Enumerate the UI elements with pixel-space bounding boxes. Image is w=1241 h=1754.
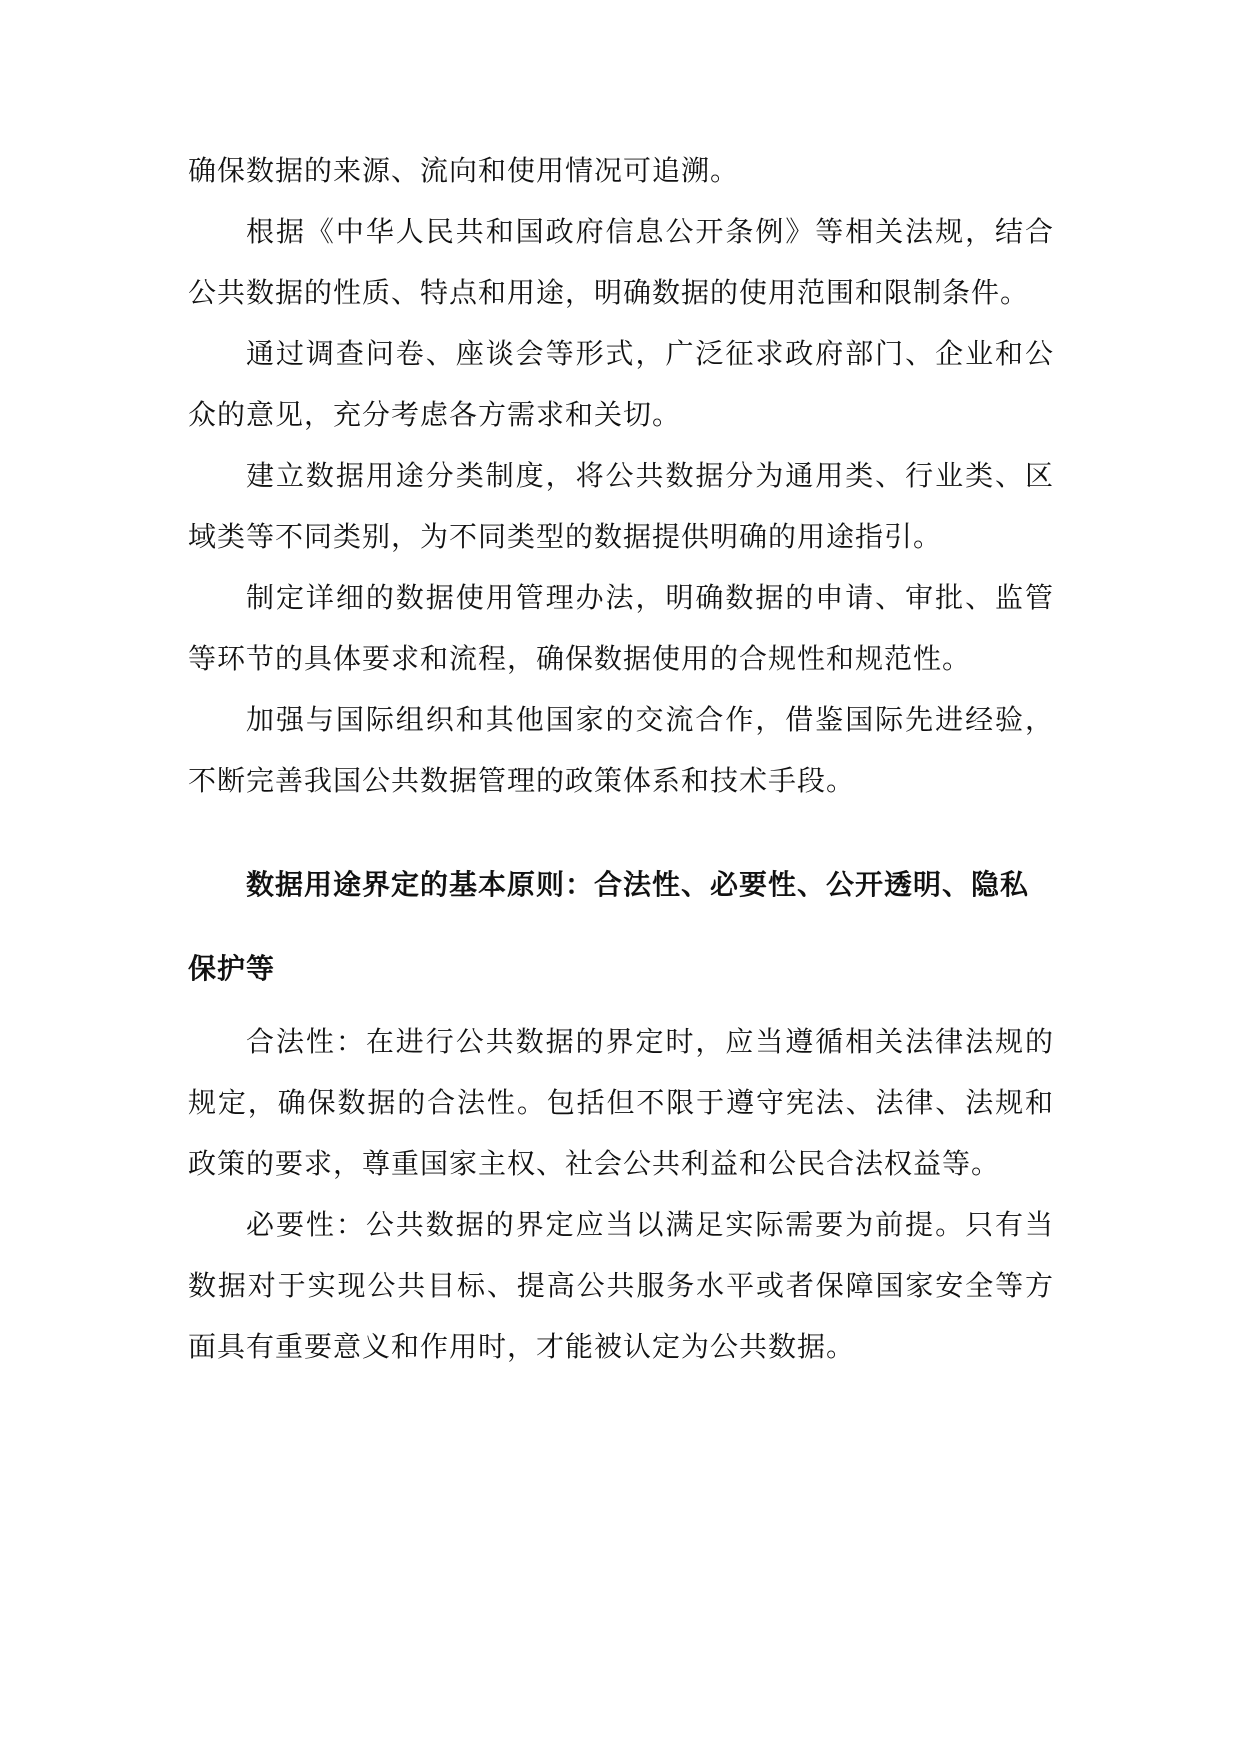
paragraph-management-measures: 制定详细的数据使用管理办法，明确数据的申请、审批、监管等环节的具体要求和流程，确保数据使用的合规性和规范性。 — [188, 581, 1054, 675]
paragraph-necessity: 必要性：公共数据的界定应当以满足实际需要为前提。只有当数据对于实现公共目标、提高公共服务水平或者保障国家安全等方面具有重要意义和作用时，才能被认定为公共数据。 — [188, 1208, 1054, 1363]
paragraph-legality: 合法性：在进行公共数据的界定时，应当遵循相关法律法规的规定，确保数据的合法性。包括但不限于遵守宪法、法律、法规和政策的要求，尊重国家主权、社会公共利益和公民合法权益等。 — [188, 1025, 1054, 1180]
paragraph-international-cooperation: 加强与国际组织和其他国家的交流合作，借鉴国际先进经验，不断完善我国公共数据管理的政策体系和技术手段。 — [188, 703, 1054, 797]
section-heading: 数据用途界定的基本原则：合法性、必要性、公开透明、隐私保护等 — [188, 868, 1030, 985]
document-body — [188, 140, 1054, 1377]
paragraph-continuation: 确保数据的来源、流向和使用情况可追溯。 — [188, 154, 740, 187]
paragraph-classification-system: 建立数据用途分类制度，将公共数据分为通用类、行业类、区域类等不同类别，为不同类型的数据提供明确的用途指引。 — [188, 459, 1054, 553]
section-spacer — [188, 811, 1054, 843]
paragraph-regulation-basis: 根据《中华人民共和国政府信息公开条例》等相关法规，结合公共数据的性质、特点和用途，明确数据的使用范围和限制条件。 — [188, 215, 1054, 309]
paragraph-public-consultation: 通过调查问卷、座谈会等形式，广泛征求政府部门、企业和公众的意见，充分考虑各方需求和关切。 — [188, 337, 1054, 431]
